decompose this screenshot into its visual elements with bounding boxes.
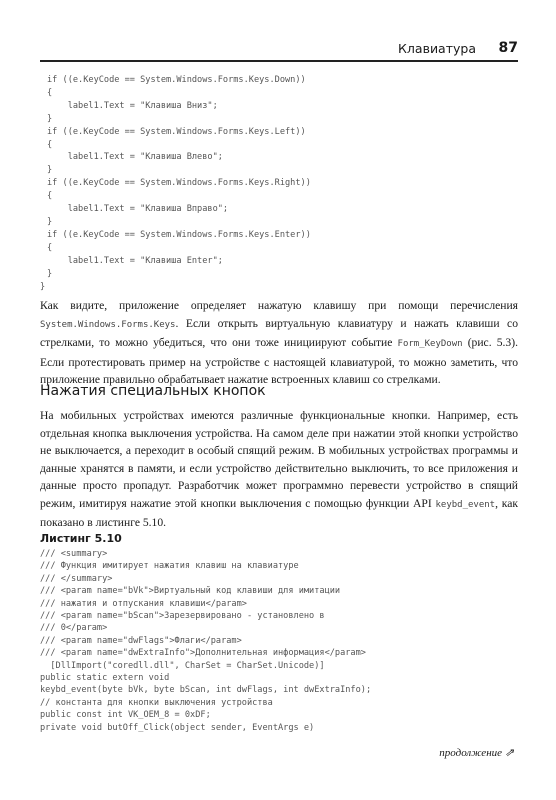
page-number: 87 [498,40,518,56]
code-line: /// 0</param> [40,623,108,634]
running-title: Клавиатура [398,41,476,56]
code-closing-brace: } [40,281,46,292]
code-line: private void butOff_Click(object sender, EventArgs e) [40,722,315,733]
inline-code: System.Windows.Forms.Keys [40,319,176,330]
code-line: } [47,216,53,227]
section-heading: Нажатия специальных кнопок [40,383,266,399]
code-line: { [47,191,53,202]
code-line: // константа для кнопки выключения устройства [40,697,273,708]
code-line: if ((e.KeyCode == System.Windows.Forms.Keys.Down)) [47,75,306,85]
code-line: /// <param name="dwExtraInfo">Дополнительная информация</param> [40,648,366,659]
code-line: { [47,139,53,150]
code-line: /// <param name="bScan">Зарезервировано - установлено в [40,611,325,622]
code-line: { [47,87,53,98]
code-line: } [47,165,53,176]
inline-code: Form_KeyDown [397,339,463,349]
code-line: label1.Text = "Клавиша Вправо"; [47,204,229,215]
code-block-listing [40,548,371,734]
paragraph-text: На мобильных устройствах имеются различные функциональные кнопки. Например, есть отдельная кнопка выключения устройства. На самом деле при нажатии этой кнопки устройство не выключается, а переходит в особый спящий режим. В мобильных устройствах программы и данные хранятся в памяти, и если устройство действительно выключить, то все приложения и данные просто пропадут. Разработчик может программно перевести устройство в спящий режим, имитируя нажатие этой кнопки выключения с помощью функции API [40,409,518,510]
code-line: } [47,268,53,279]
code-line: /// Функция имитирует нажатия клавиш на клавиатуре [40,561,299,572]
code-line: } [47,113,53,124]
code-block-top [40,74,311,293]
code-line: { [47,242,53,253]
paragraph-text: . Если открыть виртуальную клавиатуру и нажать клавиши со стрелками, то можно убедиться, что они тоже инициируют событие [40,316,518,349]
code-line: if ((e.KeyCode == System.Windows.Forms.Keys.Right)) [47,178,311,189]
listing-heading: Листинг 5.10 [40,532,122,545]
code-line: if ((e.KeyCode == System.Windows.Forms.Keys.Enter)) [47,229,311,240]
code-line: label1.Text = "Клавиша Enter"; [47,255,223,266]
paragraph-text: Как видите, приложение определяет нажатую клавишу при помощи перечисления [40,299,518,312]
code-line: /// </summary> [40,573,113,584]
code-line: /// <summary> [40,549,108,559]
code-line: keybd_event(byte bVk, byte bScan, int dwFlags, int dwExtraInfo); [40,685,372,696]
paragraph-keys-explanation [40,297,518,389]
code-line: /// <param name="dwFlags">Флаги</param> [40,635,242,646]
code-line: /// <param name="bVk">Виртуальный код клавиши для имитации [40,586,341,597]
code-line: [DllImport("coredll.dll", CharSet = CharSet.Unicode)] [40,660,325,671]
paragraph-special-buttons [40,407,518,532]
continued-marker: продолжение ⇗ [439,747,514,759]
paragraph-text: (рис. 5.3). Если протестировать пример на устройстве с настоящей клавиатурой, то можно заметить, что приложение правильно обрабатывает нажатие встроенных клавиш со стрелками. [40,336,518,386]
code-line: label1.Text = "Клавиша Вниз"; [47,100,218,111]
paragraph-text: , как показано в листинге 5.10. [40,496,518,529]
code-line: if ((e.KeyCode == System.Windows.Forms.Keys.Left)) [47,126,306,137]
header-rule [40,60,518,62]
page-header [40,40,518,62]
code-line: public const int VK_OEM_8 = 0xDF; [40,710,211,721]
code-line: public static extern void [40,673,170,684]
code-line: /// нажатия и отпускания клавиши</param> [40,598,247,609]
inline-code: keybd_event [435,499,496,510]
code-line: label1.Text = "Клавиша Влево"; [47,152,223,163]
